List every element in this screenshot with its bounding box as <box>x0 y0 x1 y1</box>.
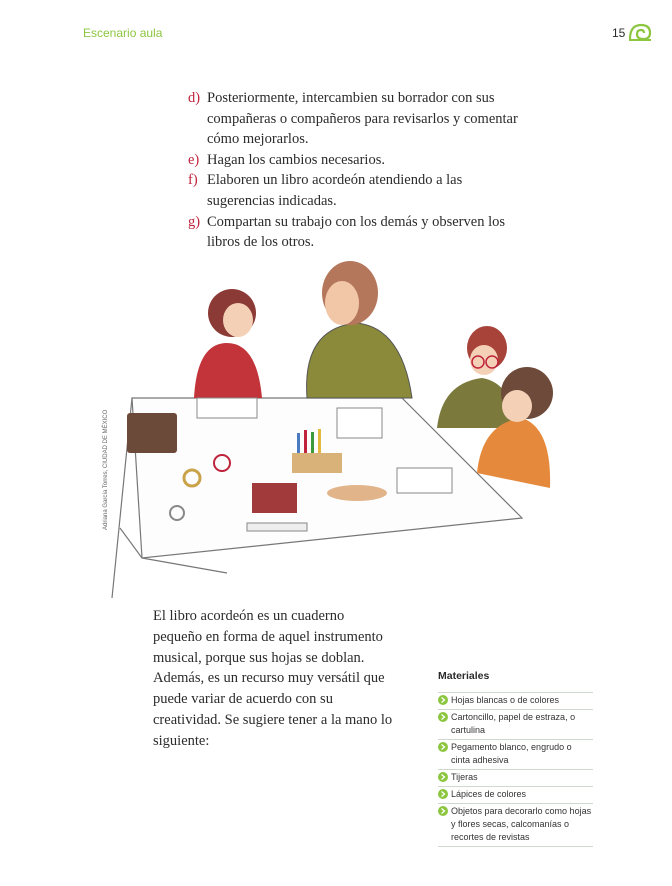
chevron-right-icon <box>438 695 448 705</box>
materials-item-text: Cartoncillo, papel de estraza, o cartulina <box>451 712 576 735</box>
chevron-right-icon <box>438 806 448 816</box>
page-number: 15 <box>612 26 626 40</box>
step-g <box>188 212 518 253</box>
materials-box <box>438 670 593 847</box>
step-letter: g) <box>188 213 201 230</box>
materials-item <box>438 787 593 804</box>
step-letter: f) <box>188 172 198 189</box>
step-text: Posteriormente, intercambien su borrador con sus compañeras o compañeros para revisarlos y comentar cómo mejorarlos. <box>207 90 518 148</box>
step-text: Hagan los cambios necesarios. <box>207 151 385 168</box>
activity-steps <box>188 88 518 253</box>
step-text: Compartan su trabajo con los demás y observen los libros de los otros. <box>207 213 505 251</box>
chevron-right-icon <box>438 789 448 799</box>
step-letter: e) <box>188 151 200 168</box>
materials-item-text: Pegamento blanco, engrudo o cinta adhesiva <box>451 742 572 765</box>
section-title: Escenario aula <box>83 26 163 40</box>
intro-paragraph: El libro acordeón es un cuaderno pequeño en forma de aquel instrumento musical, porque sus hojas se doblan. Además, es un recurso muy versátil que puede variar de acuerdo con su creatividad. Se sugiere tener a la mano lo siguiente: <box>153 608 393 749</box>
materials-item <box>438 804 593 847</box>
materials-item-text: Hojas blancas o de colores <box>451 695 560 705</box>
step-letter: d) <box>188 90 201 106</box>
step-f <box>188 170 518 211</box>
snail-icon <box>628 22 652 42</box>
materials-item-text: Tijeras <box>451 772 478 782</box>
chevron-right-icon <box>438 772 448 782</box>
step-e <box>188 150 518 171</box>
classroom-illustration <box>102 258 572 603</box>
materials-item <box>438 740 593 770</box>
materials-title: Materiales <box>438 670 490 682</box>
materials-item <box>438 692 593 710</box>
materials-item <box>438 710 593 740</box>
chevron-right-icon <box>438 712 448 722</box>
step-d <box>188 88 518 150</box>
chevron-right-icon <box>438 742 448 752</box>
materials-list <box>438 692 593 847</box>
illustration-credit: Adriana García Torres, CIUDAD DE MÉXICO <box>103 409 109 530</box>
step-text: Elaboren un libro acordeón atendiendo a las sugerencias indicadas. <box>207 172 463 209</box>
illustration-credit-wrap <box>103 409 111 670</box>
materials-item-text: Lápices de colores <box>451 789 527 799</box>
materials-item <box>438 770 593 787</box>
materials-item-text: Objetos para decorarlo como hojas y flores secas, calcomanías o recortes de revistas <box>451 806 592 842</box>
